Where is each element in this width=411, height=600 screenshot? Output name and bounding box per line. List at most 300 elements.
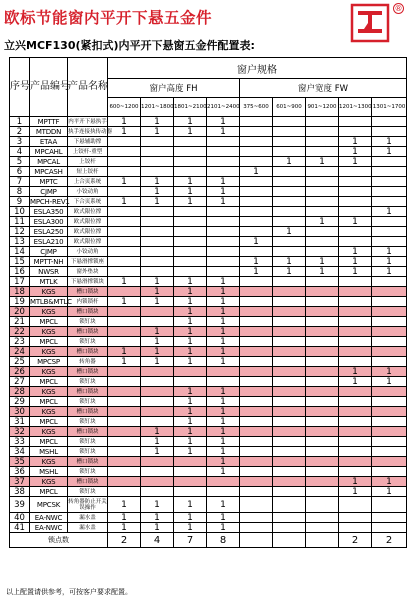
qty-cell: 1: [339, 217, 372, 227]
table-row: [10, 177, 407, 187]
row-index: 10: [10, 207, 30, 217]
qty-cell: [108, 167, 141, 177]
qty-cell: [273, 247, 306, 257]
qty-cell: [141, 257, 174, 267]
qty-cell: [273, 307, 306, 317]
qty-cell: [141, 367, 174, 377]
qty-cell: 1: [174, 177, 207, 187]
hardware-config-table: [9, 57, 407, 548]
table-row: [10, 367, 407, 377]
product-name: 锁钉块: [68, 417, 108, 427]
product-code: KGS: [30, 477, 68, 487]
product-code: CJMP: [30, 187, 68, 197]
qty-cell: 1: [273, 257, 306, 267]
qty-cell: [141, 137, 174, 147]
qty-cell: 1: [339, 137, 372, 147]
table-row: [10, 267, 407, 277]
qty-cell: [240, 307, 273, 317]
row-index: 22: [10, 327, 30, 337]
qty-cell: [273, 387, 306, 397]
product-code: MPCL: [30, 377, 68, 387]
qty-cell: [372, 157, 407, 167]
qty-cell: 1: [207, 387, 240, 397]
qty-cell: [339, 287, 372, 297]
qty-cell: 1: [372, 367, 407, 377]
product-code: MPCH-REV1: [30, 197, 70, 206]
row-index: 17: [10, 277, 30, 287]
table-row: [10, 307, 407, 317]
product-code: EA-NWC: [30, 523, 68, 533]
qty-cell: [306, 407, 339, 417]
qty-cell: [273, 347, 306, 357]
qty-cell: 1: [174, 337, 207, 347]
qty-cell: 1: [141, 337, 174, 347]
qty-cell: 1: [273, 227, 306, 237]
table-row: [10, 247, 407, 257]
row-index: 5: [10, 157, 30, 167]
qty-cell: [372, 467, 407, 477]
qty-cell: [306, 317, 339, 327]
lock-points-value: [306, 533, 339, 548]
qty-cell: 1: [141, 427, 174, 437]
product-code: KGS: [30, 457, 68, 467]
qty-cell: 1: [207, 327, 240, 337]
qty-cell: [306, 277, 339, 287]
product-code: MTLB&MTLC: [30, 297, 72, 306]
lock-points-row: [10, 533, 407, 548]
table-row: [10, 117, 407, 127]
qty-cell: [240, 337, 273, 347]
qty-cell: [174, 237, 207, 247]
qty-cell: 1: [141, 513, 174, 523]
row-index: 35: [10, 457, 30, 467]
row-index: 19: [10, 297, 30, 307]
product-name: 槽口锁块: [68, 457, 108, 467]
qty-cell: 1: [207, 117, 240, 127]
qty-cell: 1: [207, 177, 240, 187]
row-index: 38: [10, 487, 30, 497]
qty-cell: [273, 117, 306, 127]
qty-cell: [372, 447, 407, 457]
qty-cell: [273, 127, 306, 137]
qty-cell: [240, 357, 273, 367]
qty-cell: [240, 417, 273, 427]
qty-cell: [141, 247, 174, 257]
qty-cell: 1: [108, 357, 141, 367]
qty-cell: 1: [174, 447, 207, 457]
table-row: [10, 197, 407, 207]
qty-cell: [306, 247, 339, 257]
qty-cell: [273, 217, 306, 227]
qty-cell: [372, 177, 407, 187]
row-index: 31: [10, 417, 30, 427]
qty-cell: 1: [207, 307, 240, 317]
qty-cell: [306, 447, 339, 457]
qty-cell: [207, 167, 240, 177]
qty-cell: [273, 367, 306, 377]
row-index: 32: [10, 427, 30, 437]
range-header: 1301~1700: [372, 98, 407, 117]
qty-cell: [306, 457, 339, 467]
product-code: KGS: [30, 307, 68, 317]
product-name: 欧式限位撑: [68, 207, 108, 217]
qty-cell: [207, 377, 240, 387]
range-header: 1201~1300: [339, 98, 372, 117]
qty-cell: [306, 357, 339, 367]
product-code: MPCL: [30, 417, 68, 427]
qty-cell: [339, 197, 372, 207]
row-index: 1: [10, 117, 30, 127]
qty-cell: [306, 237, 339, 247]
row-index: 28: [10, 387, 30, 397]
qty-cell: 1: [273, 267, 306, 277]
qty-cell: [372, 197, 407, 207]
product-name: 槽口锁块: [68, 347, 108, 357]
table-row: [10, 187, 407, 197]
product-code: KGS: [30, 407, 68, 417]
qty-cell: [240, 327, 273, 337]
qty-cell: 1: [207, 347, 240, 357]
qty-cell: [339, 187, 372, 197]
row-index: 9: [10, 197, 30, 207]
col-header-name: 产品名称: [68, 58, 108, 117]
product-code: CJMP: [30, 247, 68, 257]
qty-cell: 1: [207, 417, 240, 427]
qty-cell: [240, 207, 273, 217]
qty-cell: [240, 297, 273, 307]
row-index: 24: [10, 347, 30, 357]
lock-points-value: [240, 533, 273, 548]
qty-cell: [372, 117, 407, 127]
qty-cell: 1: [339, 157, 372, 167]
qty-cell: [240, 217, 273, 227]
qty-cell: [273, 137, 306, 147]
qty-cell: [141, 167, 174, 177]
qty-cell: [174, 247, 207, 257]
table-row: [10, 447, 407, 457]
product-name: 上铰杆: [68, 157, 108, 167]
table-row: [10, 417, 407, 427]
table-row: [10, 227, 407, 237]
product-code: MPCL: [30, 437, 68, 447]
qty-cell: [339, 523, 372, 533]
qty-cell: [372, 347, 407, 357]
qty-cell: [108, 337, 141, 347]
qty-cell: [141, 147, 174, 157]
product-code: MPTTF: [30, 117, 68, 127]
qty-cell: [339, 497, 372, 513]
qty-cell: 1: [141, 297, 174, 307]
table-row: [10, 327, 407, 337]
qty-cell: 1: [240, 257, 273, 267]
col-header-index: 序号: [10, 58, 30, 117]
qty-cell: [207, 217, 240, 227]
qty-cell: [141, 317, 174, 327]
qty-cell: [306, 513, 339, 523]
product-code: MPCL: [30, 317, 68, 327]
qty-cell: [240, 177, 273, 187]
qty-cell: [273, 467, 306, 477]
qty-cell: 1: [207, 277, 240, 287]
qty-cell: [372, 337, 407, 347]
qty-cell: 1: [207, 397, 240, 407]
product-code: MTDDN: [30, 127, 68, 137]
qty-cell: [240, 437, 273, 447]
table-row: [10, 257, 407, 267]
qty-cell: [240, 407, 273, 417]
qty-cell: 1: [141, 287, 174, 297]
qty-cell: 1: [207, 523, 240, 533]
product-code: MSHL: [30, 467, 68, 477]
qty-cell: 1: [141, 523, 174, 533]
qty-cell: [306, 127, 339, 137]
qty-cell: [240, 497, 273, 513]
qty-cell: [273, 207, 306, 217]
footnote: 以上配置请供参考，可按客户要求配置。: [6, 588, 132, 596]
qty-cell: [207, 147, 240, 157]
qty-cell: [207, 267, 240, 277]
qty-cell: [108, 157, 141, 167]
lock-points-value: 4: [141, 533, 174, 548]
product-name: 槽口锁块: [68, 327, 108, 337]
lock-points-value: 2: [372, 533, 407, 548]
qty-cell: [273, 187, 306, 197]
qty-cell: 1: [207, 407, 240, 417]
product-code: MPCL: [30, 487, 68, 497]
qty-cell: [339, 467, 372, 477]
qty-cell: [174, 167, 207, 177]
row-index: 23: [10, 337, 30, 347]
product-name: 漏水盖: [68, 523, 108, 533]
product-name: 下合页系统: [68, 197, 108, 207]
qty-cell: [306, 337, 339, 347]
qty-cell: [108, 247, 141, 257]
qty-cell: 1: [372, 207, 407, 217]
qty-cell: [372, 387, 407, 397]
qty-cell: [306, 477, 339, 487]
qty-cell: [372, 407, 407, 417]
qty-cell: 1: [174, 117, 207, 127]
qty-cell: 1: [207, 197, 240, 207]
product-code: KGS: [30, 367, 68, 377]
product-code: KGS: [30, 287, 68, 297]
qty-cell: [174, 207, 207, 217]
table-row: [10, 437, 407, 447]
qty-cell: [108, 327, 141, 337]
row-index: 11: [10, 217, 30, 227]
qty-cell: [339, 307, 372, 317]
qty-cell: [108, 447, 141, 457]
row-index: 21: [10, 317, 30, 327]
width-header: 窗户宽度 FW: [240, 79, 407, 98]
qty-cell: [339, 277, 372, 287]
table-row: [10, 337, 407, 347]
product-code: ETAA: [30, 137, 68, 147]
qty-cell: [372, 523, 407, 533]
qty-cell: 1: [108, 523, 141, 533]
qty-cell: [339, 167, 372, 177]
qty-cell: [339, 437, 372, 447]
product-name: 下悬滑撑锁座: [68, 257, 108, 267]
table-row: [10, 217, 407, 227]
qty-cell: [207, 207, 240, 217]
qty-cell: [306, 187, 339, 197]
qty-cell: [372, 437, 407, 447]
qty-cell: 1: [141, 277, 174, 287]
qty-cell: [339, 513, 372, 523]
row-index: 30: [10, 407, 30, 417]
qty-cell: [141, 267, 174, 277]
product-name: 锁钉块: [68, 337, 108, 347]
row-index: 15: [10, 257, 30, 267]
qty-cell: [108, 217, 141, 227]
product-name: 短上铰杆: [68, 167, 108, 177]
qty-cell: [273, 523, 306, 533]
qty-cell: 1: [372, 267, 407, 277]
qty-cell: 1: [141, 327, 174, 337]
qty-cell: 1: [141, 187, 174, 197]
product-code: EA-NWC: [30, 513, 68, 523]
product-code: MPCAHL: [30, 147, 68, 157]
qty-cell: [240, 127, 273, 137]
qty-cell: [306, 327, 339, 337]
qty-cell: [141, 477, 174, 487]
qty-cell: [306, 297, 339, 307]
qty-cell: [372, 187, 407, 197]
table-row: [10, 287, 407, 297]
table-row: [10, 297, 407, 307]
qty-cell: [372, 227, 407, 237]
product-name: 槽口锁块: [68, 387, 108, 397]
qty-cell: [273, 487, 306, 497]
qty-cell: [273, 397, 306, 407]
qty-cell: [273, 427, 306, 437]
qty-cell: [141, 237, 174, 247]
product-name: 转角器防止开关误操作: [68, 498, 107, 511]
range-header: 375~600: [240, 98, 273, 117]
row-index: 8: [10, 187, 30, 197]
qty-cell: [273, 457, 306, 467]
qty-cell: [108, 147, 141, 157]
qty-cell: 1: [174, 347, 207, 357]
qty-cell: [141, 157, 174, 167]
product-name: 内平开下悬执手: [68, 118, 107, 125]
qty-cell: [306, 167, 339, 177]
qty-cell: 1: [372, 147, 407, 157]
qty-cell: 1: [174, 317, 207, 327]
product-name: 槽口锁块: [68, 287, 108, 297]
qty-cell: [372, 217, 407, 227]
table-row: [10, 357, 407, 367]
qty-cell: [240, 347, 273, 357]
qty-cell: [141, 457, 174, 467]
qty-cell: [108, 477, 141, 487]
row-index: 29: [10, 397, 30, 407]
qty-cell: [108, 267, 141, 277]
qty-cell: [306, 147, 339, 157]
product-name: 上合页系统: [68, 177, 108, 187]
product-code: NWSR: [30, 267, 68, 277]
qty-cell: [141, 407, 174, 417]
product-code: MPCL: [30, 337, 68, 347]
qty-cell: 1: [141, 127, 174, 137]
lock-points-value: 8: [207, 533, 240, 548]
qty-cell: [273, 377, 306, 387]
qty-cell: [174, 377, 207, 387]
qty-cell: 1: [207, 437, 240, 447]
qty-cell: 1: [174, 127, 207, 137]
row-index: 13: [10, 237, 30, 247]
qty-cell: 1: [339, 257, 372, 267]
qty-cell: 1: [174, 497, 207, 513]
qty-cell: 1: [339, 477, 372, 487]
qty-cell: [108, 377, 141, 387]
qty-cell: [108, 137, 141, 147]
page-title: 欧标节能窗内平开下悬五金件: [4, 9, 213, 27]
row-index: 26: [10, 367, 30, 377]
product-name: 上铰杆-重型: [68, 147, 108, 157]
qty-cell: [372, 167, 407, 177]
product-code: KGS: [30, 327, 68, 337]
qty-cell: 1: [240, 167, 273, 177]
qty-cell: [240, 137, 273, 147]
qty-cell: 1: [372, 257, 407, 267]
qty-cell: 1: [174, 397, 207, 407]
range-header: 601~900: [273, 98, 306, 117]
qty-cell: [306, 287, 339, 297]
product-name: 窗外垫块: [68, 267, 108, 277]
range-header: 600~1200: [108, 98, 141, 117]
qty-cell: [240, 513, 273, 523]
qty-cell: [108, 317, 141, 327]
table-row: [10, 387, 407, 397]
qty-cell: [273, 497, 306, 513]
qty-cell: [240, 197, 273, 207]
qty-cell: [174, 367, 207, 377]
row-index: 18: [10, 287, 30, 297]
qty-cell: [207, 477, 240, 487]
qty-cell: [240, 397, 273, 407]
product-name: 转角器: [68, 357, 108, 367]
qty-cell: 1: [141, 117, 174, 127]
table-row: [10, 157, 407, 167]
qty-cell: 1: [339, 147, 372, 157]
qty-cell: [372, 417, 407, 427]
row-index: 14: [10, 247, 30, 257]
row-index: 25: [10, 357, 30, 367]
qty-cell: 1: [372, 247, 407, 257]
lock-points-value: 2: [339, 533, 372, 548]
lock-points-label: 锁点数: [10, 533, 108, 548]
product-name: 锁钉块: [68, 377, 108, 387]
qty-cell: [306, 427, 339, 437]
qty-cell: [207, 137, 240, 147]
product-code: KGS: [30, 427, 68, 437]
qty-cell: [108, 207, 141, 217]
qty-cell: 1: [306, 217, 339, 227]
qty-cell: 1: [339, 267, 372, 277]
row-index: 39: [10, 497, 30, 513]
qty-cell: [306, 367, 339, 377]
qty-cell: [306, 487, 339, 497]
qty-cell: [108, 467, 141, 477]
row-index: 34: [10, 447, 30, 457]
qty-cell: [141, 207, 174, 217]
qty-cell: [240, 387, 273, 397]
qty-cell: 1: [174, 523, 207, 533]
product-name: 小铰动角: [68, 187, 108, 197]
row-index: 37: [10, 477, 30, 487]
